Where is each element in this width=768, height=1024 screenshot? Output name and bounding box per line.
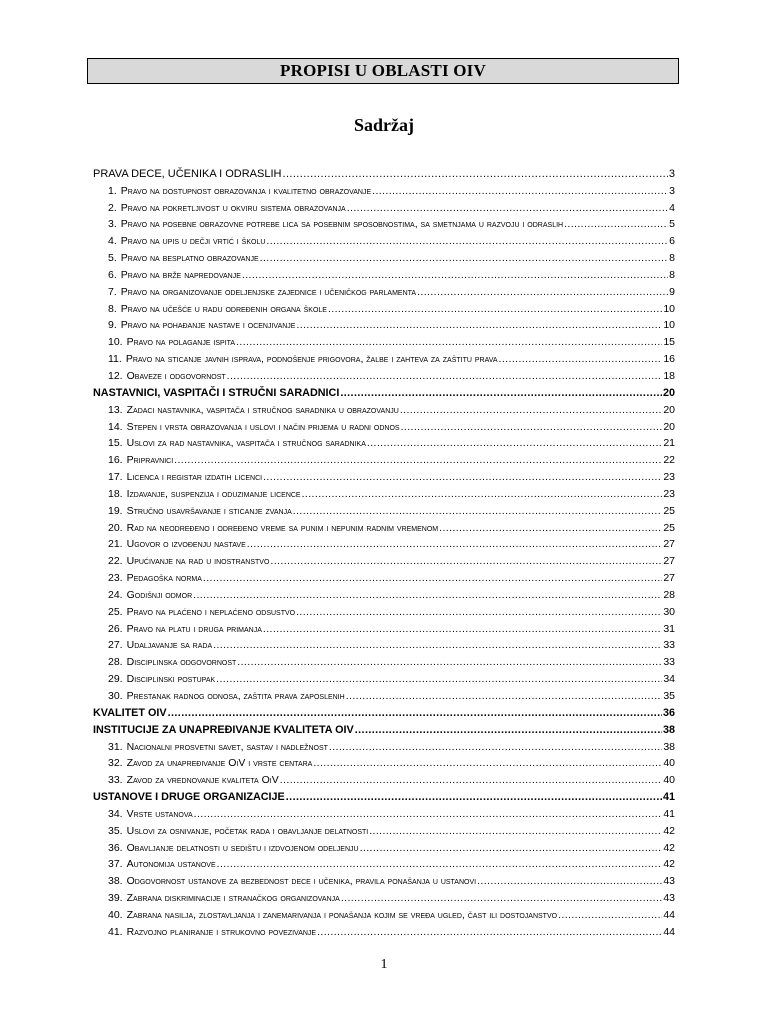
toc-entry-label: Pravo na učešće u radu određenih organa škole: [120, 302, 327, 315]
toc-entry-label: Pravo na posebne obrazovne potrebe lica sa posebnim sposobnostima, sa smetnjama u razvoju i odraslih: [120, 218, 564, 231]
toc-entry-label: Pravo na sticanje javnih isprava, podnošenje prigovora, žalbe i zahteva za zaštitu prava: [125, 353, 498, 366]
toc-entry-label: Nacionalni prosvetni savet, sastav i nadležnost: [126, 740, 328, 753]
toc-entry-number: 1.: [108, 184, 117, 197]
toc-entry-number: 13.: [108, 403, 123, 416]
toc-entry-page: 21: [663, 437, 675, 450]
toc-entry-label: Pravo na polaganje ispita: [126, 336, 236, 349]
toc-entry[interactable]: [93, 299, 675, 316]
toc-entry-label: Licenca i registar izdatih licenci: [126, 471, 263, 484]
toc-entry-label: Pravo na upis u dečji vrtić i školu: [120, 235, 266, 248]
toc-entry-number: 24.: [108, 588, 123, 601]
toc-entry[interactable]: [93, 215, 675, 232]
toc-entry-page: 43: [663, 892, 675, 905]
toc-entry-page: 28: [663, 588, 675, 601]
toc-entry-label: Stručno usavršavanje i sticanje zvanja: [126, 504, 292, 517]
toc-entry[interactable]: [93, 619, 675, 636]
toc-entry-number: 2.: [108, 201, 117, 214]
toc-entry-page: 9: [669, 285, 675, 298]
toc-entry-page: 3: [669, 184, 675, 197]
toc-entry-page: 44: [663, 908, 675, 921]
toc-entry[interactable]: [93, 804, 675, 821]
toc-entry[interactable]: [93, 282, 675, 299]
toc-dot-leader: [558, 909, 662, 922]
toc-entry-number: 8.: [108, 302, 117, 315]
toc-entry-label: Prestanak radnog odnosa, zaštita prava zaposlenih: [126, 690, 345, 702]
toc-entry-page: 44: [663, 925, 675, 938]
toc-entry-number: 37.: [108, 858, 123, 871]
toc-entry-number: 9.: [108, 319, 117, 332]
toc-entry-page: 10: [663, 302, 675, 315]
toc-dot-leader: [317, 926, 662, 939]
toc-dot-leader: [286, 791, 662, 804]
toc-entry-page: 38: [662, 723, 675, 736]
toc-dot-leader: [400, 404, 663, 417]
toc-entry-page: 4: [669, 201, 675, 214]
toc-entry-label: Zavod za vrednovanje kvaliteta OiV: [126, 774, 279, 787]
toc-entry-page: 8: [669, 252, 675, 265]
toc-dot-leader: [227, 370, 663, 383]
toc-section-entry[interactable]: [93, 720, 675, 737]
toc-entry-label: Ugovor o izvođenju nastave: [126, 538, 246, 551]
toc-entry-label: Zavod za unapređivanje OiV i vrste centara: [126, 757, 313, 770]
toc-dot-leader: [203, 572, 662, 585]
toc-entry-label: Pravo na brže napredovanje: [120, 268, 241, 281]
toc-dot-leader: [266, 235, 668, 248]
toc-heading: Sadržaj: [354, 115, 414, 135]
toc-entry[interactable]: [93, 754, 675, 771]
toc-entry-label: Vrste ustanova: [126, 807, 193, 820]
toc-entry-number: 14.: [108, 420, 123, 433]
toc-entry-page: 33: [663, 656, 675, 669]
toc-entry-page: 40: [663, 774, 675, 787]
toc-dot-leader: [340, 387, 662, 400]
toc-entry-page: 25: [663, 521, 675, 534]
toc-entry-label: Pripravnici: [126, 454, 174, 467]
toc-section-entry[interactable]: [93, 383, 675, 400]
toc-entry-number: 27.: [108, 639, 123, 652]
toc-entry-number: 26.: [108, 622, 123, 635]
toc-entry-number: 4.: [108, 235, 117, 248]
toc-entry-number: 32.: [108, 757, 123, 770]
toc-entry-number: 21.: [108, 538, 123, 551]
toc-dot-leader: [417, 286, 668, 299]
toc-dot-leader: [260, 252, 668, 265]
toc-entry-number: 39.: [108, 892, 123, 905]
toc-entry-label: Pravo na organizovanje odeljenjske zajednice i učeničkog parlamenta: [120, 285, 417, 298]
toc-entry[interactable]: [93, 888, 675, 905]
toc-entry[interactable]: [93, 518, 675, 535]
toc-entry[interactable]: [93, 400, 675, 417]
toc-entry[interactable]: [93, 737, 675, 754]
toc-entry-number: 11.: [108, 353, 122, 366]
toc-section-entry[interactable]: [93, 787, 675, 804]
toc-entry-page: 23: [663, 471, 675, 484]
toc-entry-page: 33: [663, 639, 675, 652]
toc-entry-label: Obaveze i odgovornost: [126, 369, 226, 382]
toc-entry-number: 22.: [108, 555, 123, 568]
toc-entry-page: 5: [669, 218, 675, 231]
toc-dot-leader: [247, 538, 663, 551]
toc-entry[interactable]: [93, 905, 675, 922]
toc-entry-number: 35.: [108, 824, 123, 837]
toc-entry-label: Obavljanje delatnosti u sedištu i izdvojenom odeljenju: [126, 841, 359, 854]
toc-entry-label: PRAVA DECE, UČENIKA I ODRASLIH: [93, 167, 282, 180]
toc-entry-page: 20: [663, 403, 675, 416]
toc-entry-label: Izdavanje, suspenzija i oduzimanje licence: [126, 487, 301, 500]
toc-entry-page: 38: [663, 740, 675, 753]
toc-dot-leader: [367, 437, 662, 450]
toc-entry-label: Odgovornost ustanove za bezbednost dece i učenika, pravila ponašanja u ustanovi: [126, 875, 477, 888]
toc-entry[interactable]: [93, 855, 675, 872]
toc-entry-number: 25.: [108, 605, 123, 618]
toc-entry-page: 43: [663, 875, 675, 888]
toc-entry-label: INSTITUCIJE ZA UNAPREĐIVANJE KVALITETA OIV: [93, 723, 354, 736]
toc-entry-number: 17.: [108, 471, 123, 484]
document-title: PROPISI U OBLASTI OIV: [280, 61, 486, 80]
toc-entry-label: Uslovi za osnivanje, početak rada i obavljanje delatnosti: [126, 824, 369, 837]
toc-dot-leader: [263, 471, 662, 484]
toc-dot-leader: [194, 808, 663, 821]
toc-dot-leader: [216, 673, 662, 686]
toc-dot-leader: [236, 336, 662, 349]
toc-entry[interactable]: [93, 838, 675, 855]
toc-entry-label: Pravo na pohađanje nastave i ocenjivanje: [120, 319, 296, 332]
toc-entry-number: 12.: [108, 369, 123, 382]
toc-entry[interactable]: [93, 467, 675, 484]
toc-entry-page: 41: [663, 807, 675, 820]
toc-entry[interactable]: [93, 585, 675, 602]
toc-dot-leader: [329, 741, 662, 754]
toc-entry[interactable]: [93, 871, 675, 888]
toc-dot-leader: [360, 842, 663, 855]
toc-entry[interactable]: [93, 450, 675, 467]
toc-dot-leader: [293, 505, 663, 518]
toc-entry-label: NASTAVNICI, VASPITAČI I STRUČNI SARADNICI: [93, 386, 340, 399]
toc-dot-leader: [313, 757, 662, 770]
toc-dot-leader: [296, 319, 662, 332]
toc-entry-page: 22: [663, 454, 675, 467]
toc-entry[interactable]: [93, 366, 675, 383]
toc-entry[interactable]: [93, 669, 675, 686]
toc-dot-leader: [263, 623, 662, 636]
toc-entry-number: 6.: [108, 268, 117, 281]
toc-entry-label: Pedagoška norma: [126, 572, 202, 585]
toc-dot-leader: [193, 589, 662, 602]
toc-entry[interactable]: [93, 181, 675, 198]
toc-entry-number: 31.: [108, 740, 123, 753]
toc-entry-page: 15: [663, 336, 675, 349]
toc-dot-leader: [302, 488, 663, 501]
toc-entry-label: Zabrana nasilja, zlostavljanja i zanemarivanja i ponašanja kojim se vređa ugled, čast ili dostojanstvo: [126, 908, 558, 921]
toc-entry-number: 3.: [108, 218, 117, 231]
toc-entry[interactable]: [93, 501, 675, 518]
toc-dot-leader: [346, 690, 663, 703]
toc-dot-leader: [372, 185, 668, 198]
toc-entry-page: 41: [662, 791, 675, 804]
toc-entry-page: 23: [663, 487, 675, 500]
toc-entry-label: Razvojno planiranje i strukovno povezivanje: [126, 925, 317, 938]
toc-entry[interactable]: [93, 316, 675, 333]
toc-section-entry[interactable]: [93, 164, 675, 181]
toc-entry[interactable]: [93, 434, 675, 451]
toc-entry[interactable]: [93, 821, 675, 838]
toc-dot-leader: [477, 875, 662, 888]
toc-dot-leader: [280, 774, 663, 787]
toc-entry[interactable]: [93, 349, 675, 366]
toc-entry-label: Pravo na plaćeno i neplaćeno odsustvo: [126, 605, 296, 618]
toc-entry-label: Stepen i vrsta obrazovanja i uslovi i način prijema u radni odnos: [126, 420, 400, 433]
toc-entry-page: 42: [663, 824, 675, 837]
toc-entry-label: Pravo na platu i druga primanja: [126, 622, 262, 635]
toc-entry-number: 30.: [108, 690, 123, 702]
toc-entry-page: 25: [663, 504, 675, 517]
toc-dot-leader: [174, 454, 662, 467]
toc-entry-number: 36.: [108, 841, 123, 854]
toc-entry-label: Disciplinska odgovornost: [126, 656, 237, 669]
toc-entry-number: 34.: [108, 807, 123, 820]
toc-entry-label: USTANOVE I DRUGE ORGANIZACIJE: [93, 791, 285, 804]
toc-dot-leader: [328, 303, 662, 316]
toc-entry-label: Pravo na dostupnost obrazovanja i kvalitetno obrazovanje: [120, 184, 372, 197]
page-number: 1: [380, 957, 388, 972]
toc-dot-leader: [296, 606, 662, 619]
toc-entry[interactable]: [93, 198, 675, 215]
toc-entry-number: 38.: [108, 875, 123, 888]
toc-entry-page: 20: [663, 420, 675, 433]
toc-dot-leader: [168, 707, 662, 720]
toc-entry-page: 6: [669, 235, 675, 248]
document-title-box: [87, 58, 679, 84]
toc-entry[interactable]: [93, 770, 675, 787]
toc-entry-number: 23.: [108, 572, 123, 585]
toc-entry-page: 42: [663, 858, 675, 871]
toc-entry-page: 16: [663, 353, 675, 366]
toc-entry[interactable]: [93, 265, 675, 282]
toc-entry-label: Zadaci nastavnika, vaspitača i stručnog saradnika u obrazovanju: [126, 403, 399, 416]
table-of-contents: [93, 164, 675, 939]
toc-dot-leader: [355, 724, 662, 737]
toc-dot-leader: [341, 892, 662, 905]
toc-entry[interactable]: [93, 652, 675, 669]
toc-dot-leader: [439, 522, 662, 535]
toc-entry[interactable]: [93, 568, 675, 585]
toc-dot-leader: [499, 353, 663, 366]
toc-dot-leader: [270, 555, 662, 568]
toc-entry-page: 35: [663, 690, 675, 702]
toc-entry-number: 40.: [108, 908, 123, 921]
toc-entry-page: 27: [663, 555, 675, 568]
toc-entry-page: 27: [663, 538, 675, 551]
toc-dot-leader: [237, 656, 662, 669]
toc-entry-page: 36: [662, 706, 675, 719]
toc-entry-label: Pravo na pokretljivost u okviru sistema obrazovanja: [120, 201, 346, 214]
toc-entry-page: 31: [663, 622, 675, 635]
toc-dot-leader: [217, 858, 663, 871]
toc-entry-number: 18.: [108, 487, 123, 500]
toc-entry-page: 34: [663, 673, 675, 686]
toc-entry-page: 3: [668, 167, 675, 180]
toc-entry-number: 5.: [108, 252, 117, 265]
toc-entry[interactable]: [93, 602, 675, 619]
toc-entry-page: 18: [663, 369, 675, 382]
toc-entry-label: Pravo na besplatno obrazovanje: [120, 252, 259, 265]
toc-entry-number: 20.: [108, 521, 123, 534]
toc-entry[interactable]: [93, 248, 675, 265]
toc-entry-page: 42: [663, 841, 675, 854]
toc-entry[interactable]: [93, 332, 675, 349]
toc-entry-label: KVALITET OIV: [93, 706, 167, 719]
toc-entry[interactable]: [93, 551, 675, 568]
toc-entry-number: 19.: [108, 504, 123, 517]
toc-entry[interactable]: [93, 535, 675, 552]
toc-entry-number: 15.: [108, 437, 123, 450]
toc-dot-leader: [282, 168, 667, 181]
toc-entry[interactable]: [93, 484, 675, 501]
toc-entry-page: 20: [662, 386, 675, 399]
toc-entry-number: 16.: [108, 454, 123, 467]
toc-entry[interactable]: [93, 417, 675, 434]
toc-dot-leader: [242, 269, 668, 282]
toc-entry-number: 10.: [108, 336, 123, 349]
toc-entry-number: 41.: [108, 925, 123, 938]
toc-entry-page: 8: [669, 268, 675, 281]
toc-entry-page: 40: [663, 757, 675, 770]
toc-dot-leader: [401, 421, 663, 434]
toc-entry-number: 7.: [108, 285, 117, 298]
toc-entry-number: 29.: [108, 673, 123, 686]
toc-entry-label: Udaljavanje sa rada: [126, 639, 213, 652]
toc-entry-page: 27: [663, 572, 675, 585]
toc-entry-label: Upućivanje na rad u inostranstvo: [126, 555, 270, 568]
toc-entry[interactable]: [93, 922, 675, 939]
toc-entry-page: 10: [663, 319, 675, 332]
toc-dot-leader: [213, 639, 662, 652]
toc-entry[interactable]: [93, 231, 675, 248]
toc-dot-leader: [369, 825, 662, 838]
toc-entry-page: 30: [663, 605, 675, 618]
toc-dot-leader: [347, 202, 668, 215]
toc-entry-label: Zabrana diskriminacije i stranačkog organizovanja: [126, 892, 340, 905]
toc-entry-number: 33.: [108, 774, 123, 787]
toc-entry[interactable]: [93, 686, 675, 703]
toc-entry-label: Autonomija ustanove: [126, 858, 216, 871]
toc-entry-label: Uslovi za rad nastavnika, vaspitača i stručnog saradnika: [126, 437, 366, 450]
toc-entry-label: Rad na neodređeno i određeno vreme sa punim i nepunim radnim vremenom: [126, 521, 439, 534]
toc-entry-number: 28.: [108, 656, 123, 669]
toc-entry-label: Disciplinski postupak: [126, 673, 216, 686]
toc-entry[interactable]: [93, 636, 675, 653]
toc-section-entry[interactable]: [93, 703, 675, 720]
toc-entry-label: Godišnji odmor: [126, 588, 193, 601]
toc-dot-leader: [564, 218, 668, 231]
